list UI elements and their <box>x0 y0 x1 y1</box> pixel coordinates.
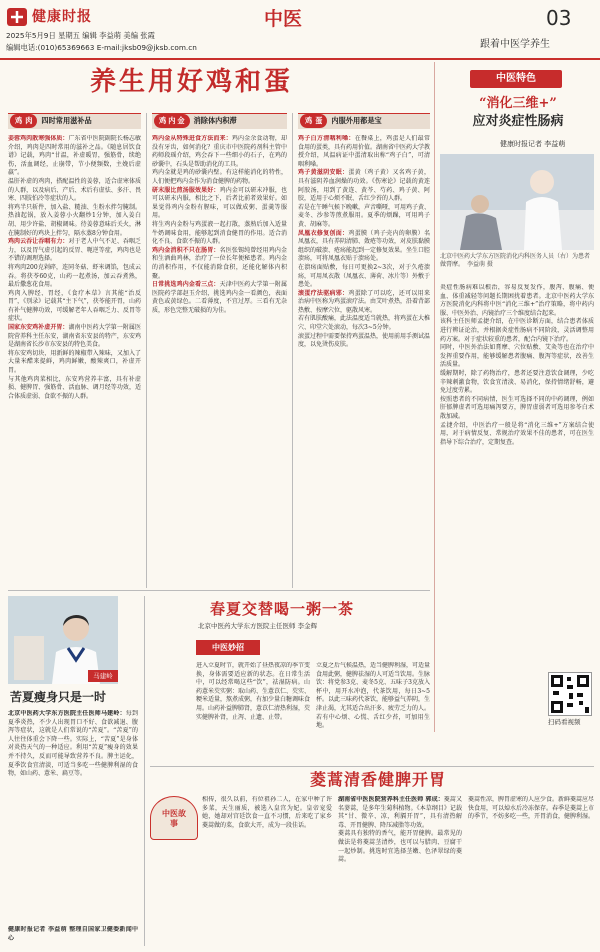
logo-mark-icon <box>6 7 28 27</box>
story-col-2 <box>338 796 462 946</box>
story-col-3: 菱蒿性凉，脾胃虚寒的人应少食。新鲜菱蒿应尽快食用，可以焯水后冷冻保存。春季是菱蒿上市的季节，不妨多吃一些，开胃消食，健脾利湿。 <box>468 796 594 821</box>
date-line: 2025年5月9日 星期五 编辑 李益萌 美编 张霞 <box>6 31 155 40</box>
paragraph: 凤凰衣修复创面：鸡蛋膜（鸡子壳内的卵膜）名凤凰衣，具有养阴清肺、敛疮等功效，对皮肤黏膜组织的破溃、疮疡能起到一定修复效果。坐生口腔溃疡，可将凤凰衣贴于溃疡处。 <box>298 229 430 263</box>
section-label: 内服外用都是宝 <box>331 115 382 125</box>
section-tag-egg <box>300 114 382 128</box>
photo-credit: 李益萌 摄 <box>467 261 493 269</box>
paragraph: 将鸡半只斩件，加入盐、糙油、生粉水拌匀腌制。热油起锅，放入姜蓉小火翻炒1分钟，加入姜白胡、用少许盐、胡椒调味。待姜蓉意味后关火，淋在腌制好的鸡块上拌匀，隔水蒸8分钟食用。 <box>8 203 141 237</box>
paragraph: 国家东安鸡补虚开胃：湖南中医药大学第一附属医院营养科主任东安，湖南省东安县的特产，东安鸡是湖南省长沙市东安县的特色美食。 <box>8 324 141 349</box>
paragraph: 在溃疡面贴敷，每日可更换2~3次，对于久疮溃疡，可用凤衣散（凤凰衣、薄荷、冰片等）外敷于患处。 <box>298 263 430 289</box>
column-divider <box>146 113 147 588</box>
section-bar-1 <box>8 113 141 129</box>
story-col-1 <box>202 796 332 946</box>
section-slogan: 跟着中医学养生 <box>480 39 550 50</box>
paragraph: 滚蛋疗法驱病邪：鸡蛋除了可以吃，还可以用来治病中医称为鸡蛋滚疗法。由艾叶煮热，沿着背部热敷、按摩穴位，驱散风寒。 <box>298 289 430 314</box>
section-label: 四时常用滋补品 <box>41 115 92 125</box>
paragraph: 按照患者的不同病情，医生可选择不同的中药调理，例如肝郁脾虚者可选用痛泻要方，脾胃虚弱者可选用参苓白术散加减。 <box>440 395 594 420</box>
paragraph: 菱蒿具有独特的香气，能开胃健脾。最常见的做法是将菱蒿茎清炒，也可以与腊肉、豆腐干一起炒制。挑选时宜选择茎嫩、色泽翠绿的菱蒿。 <box>338 830 462 864</box>
right-column-divider <box>434 62 435 732</box>
main-headline: 养生用好鸡和蛋 <box>90 67 294 97</box>
section-tag-jineijin <box>154 114 237 128</box>
paragraph: 将鸡肉200克剁碎，连同冬菇、虾米调馅，包成云吞。将茯苓60克，山药一起煮汤，加云吞煮熟，最后撒葱花食用。 <box>8 263 141 289</box>
porridge-byline: 北京中医药大学东方医院主任医师 李金辉 <box>198 622 318 630</box>
section-bar-2 <box>152 113 287 129</box>
paragraph: 温肝补虚的鸡肉，搭配温性的姜蓉，适合虚寒体质的人群，以及病后、产后、术后有虚怯、多汗、畏寒、四肢怕冷等症状的人。 <box>8 177 141 203</box>
porridge-top-rule <box>8 590 430 591</box>
special-headline-2: 应对炎症性肠病 <box>472 114 564 129</box>
paragraph: 若是在午睡气候下晚嗽，声音嘶哑，可用鸡子黄、麦冬、沙参等煎煮服用。夏季的烦躁，可用鸡子黄、胡麻等。 <box>298 203 430 228</box>
porridge-col-1: 进入立夏时节，就开始了昼热夜凉的季节变换，身体需要适应新的状态。在日常生活中，可以经常喝这些“饮”，祛湿防病。山药薏米芡实粥：取山药、生薏苡仁、芡实、粳米适量，熬煮成粥，有加少量白糖调味食用。山药补益脾肺肾，薏苡仁清热利湿，芡实健脾补肾，止泻、止遗、止带。 <box>196 662 310 721</box>
paragraph: 该科主任医师孟捷介绍，在中医诊断方面，结合患者体质进行辨证论治，并根据炎症性肠病不同阶段，灵活调整用药方案。对于症状较重的患者，配合内镜下治疗。 <box>440 318 594 343</box>
story-author: 湖南省中医医院营养科主任医师 郭成：菱蒿又名蒌蒿，是多年生菊科植物。《本草纲目》记载其“甘、微辛、凉，利膈开胃”，具有清热解毒、开胃健脾、降压减脂等功效。 <box>338 796 462 829</box>
special-photo-caption: 北京中医药大学东方医院消化内科医务人员（右）为患者做膏摩。 李益萌 摄 <box>440 253 591 269</box>
masthead <box>0 0 600 60</box>
section-tag-pill: 鸡 内 金 <box>154 114 190 128</box>
logo-text: 健康时报 <box>32 9 92 25</box>
special-body <box>440 284 594 634</box>
page-number: 03 <box>546 6 572 30</box>
paragraph: 将东安鸡切块，用新鲜的辣椒带入辣味，又加入了大量米醋来提鲜，鸡肉鲜嫩，酸辣爽口，补虚开胃。 <box>8 349 141 375</box>
porridge-headline: 春夏交替喝一粥一茶 <box>210 600 355 618</box>
article-col-3 <box>298 135 430 585</box>
paragraph: 鸡内金就是鸡的砂囊内壁。有这样能消化的特性，人们便把鸡内金作为消食健脾的药物。 <box>152 169 287 185</box>
logo <box>6 7 92 27</box>
article-col-2 <box>152 135 287 585</box>
doctor-footer: 健康时报记者 李益萌 整理自国家卫健委新闻中心 <box>8 926 138 942</box>
paragraph: 鸡子白方清咽利嗓：在餐桌上，鸡蛋是人们最常食用的蛋类，具有药用价值。湖南省中医药大学教授介绍，风温病证中蛋清取出称“鸡子白”，可清咽利嗓。 <box>298 135 430 168</box>
section-tag-pill: 鸡 蛋 <box>300 114 327 128</box>
paragraph: 鸡内金从特殊进食方法而来：鸡内金余食动物，却没有牙齿，如何消化？重庆市中医院药剂科主管中药师段瑶介绍，鸡会吞下一些细小的石子，在鸡的砂囊中，石头是帮助消化的工具。 <box>152 135 287 168</box>
paragraph: 研末服比煎汤服效果好：鸡内金可以研末冲服，也可以研末内服，相比之下，后者比前者效果好。如果觉得鸡内金粉有腥味，可以做成粥、蛋羹等服用。 <box>152 186 287 220</box>
section-bar-3 <box>298 113 430 129</box>
paragraph: 鸡肉入脾经、胃经，《食疗本草》言其能“治反胃”，《别录》记载其“主下气”，茯苓能开胃，山药有补气健脾功效，可缓解老年人吞咽乏力、反胃等症状。 <box>8 289 141 323</box>
paragraph: 北京中医药大学东方医院主任医师马建岭：每到夏季炎热，不少人出现胃口不好、食欲减退、腹泻等症状，这就是人们常说的“苦夏”。“苦夏”的人往往体重会下降一些。实际上，“苦夏”是身体对炎热天气的一种适应。利用“苦夏”瘦身的效果并不持久，反而可能导致营养不良。脾主运化，夏季饮食宜清淡，可适当多吃一些健脾利湿的食物，如山药、薏米、扁豆等。 <box>8 710 138 778</box>
doctor-name-tag: 马建岭 <box>88 670 118 682</box>
paragraph: 孟捷介绍，中医治疗一般是将“消化三维+”方案结合使用，对于病情反复、常规治疗效果不佳的患者，可在医生指导下综合治疗，定期复查。 <box>440 421 594 446</box>
section-tag-chicken <box>10 114 92 128</box>
paragraph: 炎症性肠病难以根治，容易反复发作，腹泻、腹痛、便血、体重减轻等问题长期困扰着患者。北京中医药大学东方医院消化内科将中医“消化三维+”治疗策略，将中药内服、中医外治、内镜治疗三个维度结合起来。 <box>440 284 594 317</box>
section-tag-pill: 鸡 肉 <box>10 114 37 128</box>
paragraph: 鸡内金消积不只在肠胃：名医张锡纯曾经用鸡内金和生酒曲鸡林，治疗了一位长年便秘患者。鸡内金的消积作用，不仅能消除食积，还能化解体内积聚。 <box>152 246 287 280</box>
paragraph: 将生鸡内金粉与鸡蛋液一起打散，蒸熟后加入适量牛奶调味食用，能够起到消食健胃的作用。适合消化不良、食欲不振的人群。 <box>152 220 287 246</box>
paragraph: 鸡肉云吞让吞咽有力：对于老人中气不足、吞咽乏力，以及胃气虚引起的反胃、呃逆等症，鸡肉也是不错的调理选择。 <box>8 238 141 263</box>
special-byline: 健康时报记者 李益萌 <box>500 140 566 148</box>
paragraph: 滚蛋过程中需要保持鸡蛋温热，使用前用手测试温度，以免烫伤皮肤。 <box>298 332 430 349</box>
qr-code-icon <box>549 673 591 715</box>
section-label: 消除体内积滞 <box>193 115 237 125</box>
doctor-divider <box>144 596 145 946</box>
paragraph: 若有肌肤酸痛，此法温度适当就热，将鸡蛋在大椎穴、印堂穴处滚动，每次3~5分钟。 <box>298 315 430 332</box>
story-headline: 菱蒿清香健脾开胃 <box>310 770 447 789</box>
doctor-body <box>8 710 138 923</box>
story-text: 相传，很久以前，有位祖孙二人，在家中种了许多菜，天生丽质，被选入皇宫为妃。皇帝宠爱她，她却对宫廷饮食一直不习惯，后来吃了家乡菱蒿做的菜，食欲大开，成为一段佳话。 <box>202 796 332 829</box>
special-label: 中医特色 <box>470 70 562 88</box>
paragraph: 缓解期时，除了药物治疗，患者还要注意饮食调理，少吃辛辣刺激食物，饮食宜清淡、易消化，保持情绪舒畅，避免过度劳累。 <box>440 369 594 395</box>
qr-label: 扫码看视频 <box>548 718 581 726</box>
paragraph: 与其他鸡肉菜相比，东安鸡营养丰富，具有补虚损、健脾胃、强筋骨、活血脉、调月经等功效，适合体质虚弱、食欲不振的人群。 <box>8 375 141 400</box>
qr-code[interactable] <box>548 672 592 716</box>
special-photo <box>440 154 594 250</box>
story-tag <box>150 796 198 840</box>
section-name: 中医 <box>264 8 303 30</box>
story-tag-label: 中医故事 <box>162 808 186 828</box>
paragraph: 姜蓉鸡肉散寒强体质：广东省中医院副院长杨志敏介绍，鸡肉是四时常用的滋补之品。《随息居饮食谱》记载，鸡肉“甘温，补虚暖胃，强筋骨，续绝伤，活血调经，止崩带，节小便频数，主娩后虚羸”。 <box>8 135 141 177</box>
column-divider <box>292 113 293 588</box>
contact-line: 编辑电话:(010)65369663 E-mail:jksb09@jksb.com.cn <box>6 43 197 52</box>
paragraph: 同时，中医外治法如膏摩、穴位贴敷、艾灸等也在治疗中发挥重要作用，能够缓解患者腹痛、腹泻等症状，改善生活质量。 <box>440 344 594 369</box>
porridge-col-2: 立夏之后气候温热，适当健脾利湿，可适量食用此粥，健脾祛湿的人可适当饮用。生脉饮：将党参3克、麦冬5克、五味子3克放入杯中，用开水冲泡，代茶饮用，每日3~5杯。以此三味药代茶饮，能够益气养阴，生津止渴，尤其适合出汗多、疲劳乏力的人。若有中心烦、心慌、舌红少苔，可加用生地。 <box>316 662 430 730</box>
paragraph: 鸡子黄滋阴安眠：蛋黄（鸡子黄）又名鸡子黄，具有滋阴养血润燥的功效。《伤寒论》记载的黄连阿胶汤，用到了黄连、黄芩、芍药、鸡子黄、阿胶，适用于心烦不眠、舌红少苔的人群。 <box>298 169 430 203</box>
doctor-headline: 苦夏瘦身只是一时 <box>10 690 107 704</box>
paragraph: 日常挑选鸡内金看三点：天津中医药大学第一附属医院药学部赵玉介绍，挑选鸡内金一看颜色，表面黄色或黄绿色。二看薄度，不宜过厚。三看有无杂质，形色完整无破损的为佳。 <box>152 281 287 314</box>
doctor-patient-photo-icon <box>440 154 594 250</box>
story-top-rule <box>150 766 594 767</box>
article-col-1 <box>8 135 141 567</box>
masthead-rule <box>0 58 600 60</box>
special-headline-1: “消化三维+” <box>479 96 557 111</box>
porridge-tag: 中医妙招 <box>196 640 260 655</box>
